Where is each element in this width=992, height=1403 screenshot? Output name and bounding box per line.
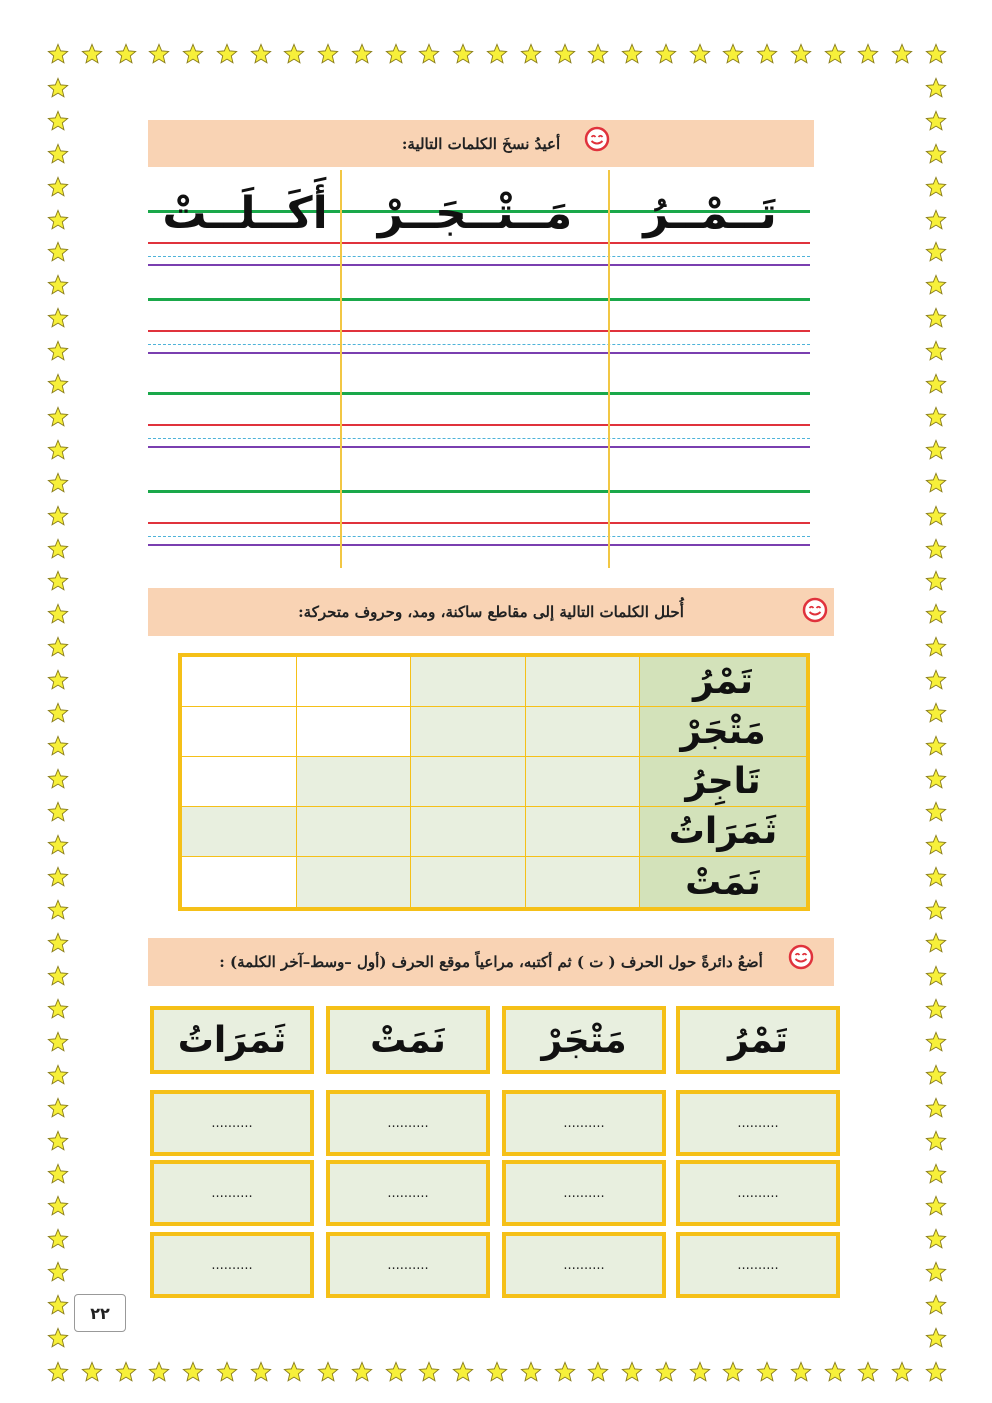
syllable-cell[interactable]: [526, 857, 641, 907]
star-icon: [148, 1361, 170, 1383]
star-icon: [47, 274, 69, 296]
star-icon: [250, 43, 272, 65]
star-icon: [47, 998, 69, 1020]
star-icon: [925, 1130, 947, 1152]
star-icon: [655, 1361, 677, 1383]
star-icon: [385, 1361, 407, 1383]
syllable-cell[interactable]: [411, 657, 526, 707]
star-icon: [554, 43, 576, 65]
star-icon: [925, 965, 947, 987]
model-word-1: تَــمْــرُ: [643, 188, 777, 239]
section2-instruction: أُحلل الكلمات التالية إلى مقاطع ساكنة، ومد، وحروف متحركة:: [298, 603, 684, 621]
star-icon: [925, 472, 947, 494]
star-icon: [47, 143, 69, 165]
star-icon: [587, 1361, 609, 1383]
star-icon: [47, 472, 69, 494]
model-word-3: أَكَــلَــتْ: [162, 188, 328, 239]
answer-box[interactable]: ..........: [326, 1090, 490, 1156]
writing-guideline: [148, 256, 810, 257]
syllable-cell[interactable]: [411, 857, 526, 907]
star-icon: [418, 1361, 440, 1383]
star-icon: [216, 43, 238, 65]
star-icon: [47, 1261, 69, 1283]
star-icon: [47, 1228, 69, 1250]
star-icon: [418, 43, 440, 65]
writing-guideline: [148, 424, 810, 426]
star-icon: [554, 1361, 576, 1383]
star-icon: [47, 866, 69, 888]
star-icon: [925, 43, 947, 65]
star-icon: [790, 43, 812, 65]
star-icon: [925, 998, 947, 1020]
star-icon: [47, 77, 69, 99]
star-icon: [621, 1361, 643, 1383]
writing-guideline: [148, 490, 810, 493]
star-icon: [47, 505, 69, 527]
star-icon: [47, 1327, 69, 1349]
star-icon: [925, 834, 947, 856]
star-icon: [250, 1361, 272, 1383]
star-icon: [925, 1031, 947, 1053]
star-icon: [47, 406, 69, 428]
writing-guideline: [148, 544, 810, 546]
star-icon: [47, 1031, 69, 1053]
writing-guideline: [148, 438, 810, 439]
answer-box[interactable]: ..........: [326, 1232, 490, 1298]
star-icon: [385, 43, 407, 65]
star-icon: [621, 43, 643, 65]
star-icon: [655, 43, 677, 65]
star-icon: [925, 669, 947, 691]
star-icon: [47, 570, 69, 592]
star-icon: [182, 1361, 204, 1383]
star-icon: [925, 1327, 947, 1349]
answer-box[interactable]: ..........: [502, 1160, 666, 1226]
star-icon: [790, 1361, 812, 1383]
target-word-box: تَمْرُ: [676, 1006, 840, 1074]
syllable-cell[interactable]: [411, 807, 526, 857]
star-icon: [925, 77, 947, 99]
star-icon: [317, 43, 339, 65]
star-icon: [81, 1361, 103, 1383]
star-icon: [47, 43, 69, 65]
syllable-cell[interactable]: [526, 707, 641, 757]
star-icon: [47, 1064, 69, 1086]
syllable-cell[interactable]: [182, 857, 297, 907]
star-icon: [925, 1195, 947, 1217]
star-icon: [925, 110, 947, 132]
star-icon: [47, 176, 69, 198]
star-icon: [47, 899, 69, 921]
star-icon: [47, 1361, 69, 1383]
star-icon: [756, 1361, 778, 1383]
star-icon: [925, 801, 947, 823]
star-icon: [925, 932, 947, 954]
star-icon: [925, 340, 947, 362]
writing-guideline: [148, 242, 810, 244]
star-icon: [925, 570, 947, 592]
star-icon: [47, 439, 69, 461]
target-word-box: مَتْجَرْ: [502, 1006, 666, 1074]
star-icon: [216, 1361, 238, 1383]
syllable-cell[interactable]: [526, 657, 641, 707]
model-word-2: مَــتْــجَــرْ: [377, 188, 573, 239]
section2-banner: [148, 588, 834, 636]
star-icon: [47, 1163, 69, 1185]
star-icon: [47, 110, 69, 132]
star-icon: [47, 1097, 69, 1119]
star-icon: [47, 702, 69, 724]
star-icon: [925, 1294, 947, 1316]
syllable-cell[interactable]: [297, 807, 412, 857]
star-icon: [925, 143, 947, 165]
star-icon: [47, 669, 69, 691]
star-icon: [722, 1361, 744, 1383]
analysis-word: تَاجِرُ: [640, 757, 806, 807]
star-icon: [283, 43, 305, 65]
target-word-box: ثَمَرَاتُ: [150, 1006, 314, 1074]
star-icon: [756, 43, 778, 65]
star-icon: [47, 735, 69, 757]
star-icon: [486, 43, 508, 65]
star-icon: [925, 603, 947, 625]
star-icon: [925, 209, 947, 231]
syllable-analysis-table: [178, 653, 810, 911]
page-number: ٢٢: [74, 1294, 126, 1332]
smiley-icon: [802, 597, 828, 623]
star-icon: [81, 43, 103, 65]
star-icon: [351, 1361, 373, 1383]
star-icon: [925, 439, 947, 461]
section3-banner: [148, 938, 834, 986]
star-icon: [824, 1361, 846, 1383]
star-icon: [452, 1361, 474, 1383]
answer-box[interactable]: ..........: [502, 1232, 666, 1298]
star-icon: [47, 1294, 69, 1316]
syllable-cell[interactable]: [526, 807, 641, 857]
section3-instruction: أضعُ دائرةً حول الحرف ( ت ) ثم أكتبه، مراعياً موقع الحرف (أول –وسط–آخر الكلمة) :: [219, 953, 763, 971]
star-icon: [47, 801, 69, 823]
star-icon: [47, 1195, 69, 1217]
star-icon: [520, 1361, 542, 1383]
star-icon: [689, 1361, 711, 1383]
answer-box[interactable]: ..........: [502, 1090, 666, 1156]
section1-banner: [148, 120, 814, 167]
writing-guideline: [148, 352, 810, 354]
writing-guideline: [148, 344, 810, 345]
star-icon: [925, 735, 947, 757]
star-icon: [925, 768, 947, 790]
syllable-cell[interactable]: [297, 707, 412, 757]
star-icon: [520, 43, 542, 65]
star-icon: [824, 43, 846, 65]
syllable-cell[interactable]: [411, 757, 526, 807]
star-icon: [587, 43, 609, 65]
answer-box[interactable]: ..........: [676, 1232, 840, 1298]
syllable-cell[interactable]: [297, 657, 412, 707]
star-icon: [317, 1361, 339, 1383]
star-icon: [47, 834, 69, 856]
star-icon: [925, 176, 947, 198]
star-icon: [452, 43, 474, 65]
star-icon: [925, 406, 947, 428]
star-icon: [47, 932, 69, 954]
star-icon: [925, 1261, 947, 1283]
star-icon: [891, 43, 913, 65]
star-icon: [47, 1130, 69, 1152]
star-icon: [925, 1163, 947, 1185]
writing-guideline: [148, 264, 810, 266]
analysis-word: مَتْجَرْ: [640, 707, 806, 757]
star-icon: [115, 43, 137, 65]
writing-guideline: [148, 522, 810, 524]
star-icon: [47, 241, 69, 263]
writing-guideline: [148, 536, 810, 537]
syllable-cell[interactable]: [182, 707, 297, 757]
syllable-cell[interactable]: [182, 757, 297, 807]
answer-box[interactable]: ..........: [150, 1232, 314, 1298]
star-icon: [47, 340, 69, 362]
star-icon: [47, 373, 69, 395]
star-icon: [925, 866, 947, 888]
answer-box[interactable]: ..........: [150, 1160, 314, 1226]
star-icon: [47, 538, 69, 560]
star-icon: [925, 241, 947, 263]
star-icon: [182, 43, 204, 65]
star-icon: [47, 307, 69, 329]
star-icon: [148, 43, 170, 65]
star-icon: [486, 1361, 508, 1383]
star-icon: [925, 899, 947, 921]
answer-box[interactable]: ..........: [326, 1160, 490, 1226]
analysis-word: تَمْرُ: [640, 657, 806, 707]
syllable-cell[interactable]: [182, 807, 297, 857]
star-icon: [115, 1361, 137, 1383]
star-icon: [47, 768, 69, 790]
star-icon: [47, 603, 69, 625]
target-word-box: نَمَتْ: [326, 1006, 490, 1074]
syllable-cell[interactable]: [297, 857, 412, 907]
star-icon: [47, 209, 69, 231]
smiley-icon: [788, 944, 814, 970]
star-icon: [925, 307, 947, 329]
star-icon: [283, 1361, 305, 1383]
answer-box[interactable]: ..........: [150, 1090, 314, 1156]
star-icon: [857, 43, 879, 65]
star-icon: [925, 274, 947, 296]
answer-box[interactable]: ..........: [676, 1160, 840, 1226]
syllable-cell[interactable]: [526, 757, 641, 807]
section1-instruction: أعيدُ نسخَ الكلمات التالية:: [401, 134, 561, 153]
star-icon: [722, 43, 744, 65]
writing-guideline: [148, 392, 810, 395]
smiley-icon: [584, 126, 610, 152]
star-icon: [925, 1228, 947, 1250]
star-icon: [857, 1361, 879, 1383]
writing-guideline: [148, 330, 810, 332]
syllable-cell[interactable]: [297, 757, 412, 807]
star-icon: [925, 1361, 947, 1383]
star-icon: [47, 636, 69, 658]
star-icon: [689, 43, 711, 65]
star-icon: [925, 702, 947, 724]
syllable-cell[interactable]: [411, 707, 526, 757]
star-icon: [47, 965, 69, 987]
answer-box[interactable]: ..........: [676, 1090, 840, 1156]
writing-guideline: [148, 298, 810, 301]
star-icon: [351, 43, 373, 65]
star-icon: [925, 636, 947, 658]
star-icon: [925, 538, 947, 560]
star-icon: [891, 1361, 913, 1383]
star-icon: [925, 1064, 947, 1086]
writing-guideline: [148, 446, 810, 448]
star-icon: [925, 1097, 947, 1119]
syllable-cell[interactable]: [182, 657, 297, 707]
star-icon: [925, 505, 947, 527]
analysis-word: نَمَتْ: [640, 857, 806, 907]
analysis-word: ثَمَرَاتُ: [640, 807, 806, 857]
star-icon: [925, 373, 947, 395]
